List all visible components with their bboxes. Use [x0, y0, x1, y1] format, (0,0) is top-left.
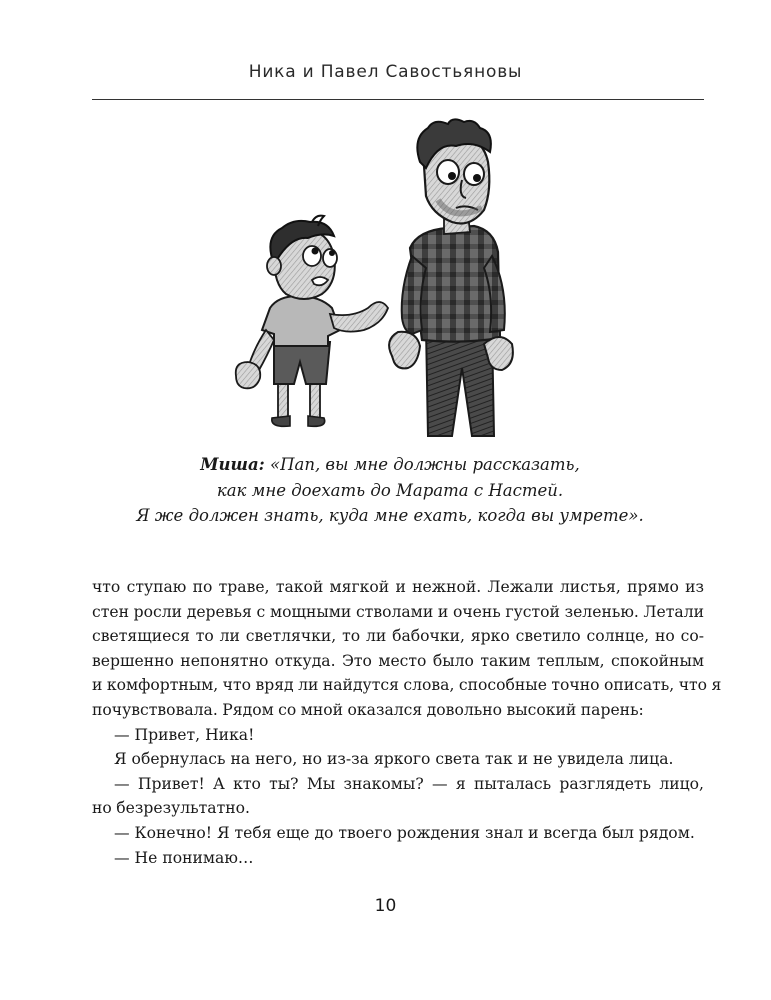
caption-line-1-text: «Пап, вы мне должны рассказать,	[264, 455, 580, 474]
father-figure	[389, 119, 513, 436]
caption-line-3: Я же должен знать, куда мне ехать, когда вы умрете».	[136, 506, 644, 525]
running-head-author: Ника и Павел Савостьяновы	[248, 62, 523, 82]
dialogue-line: — Не понимаю…	[114, 848, 254, 867]
body-line: стен росли деревья с мощными стволами и очень густой зеленью. Летали	[92, 602, 704, 621]
body-line: и комфортным, что вряд ли найдутся слова, способные точно описать, что я	[92, 676, 722, 695]
body-text	[92, 575, 722, 870]
body-line: что ступаю по траве, такой мягкой и нежной. Лежали листья, прямо из	[92, 578, 704, 596]
illustration-caption	[80, 452, 700, 529]
boy-and-father-sketch-illustration	[212, 118, 552, 448]
body-paragraph: Я обернулась на него, но из-за яркого света так и не увидела лица.	[114, 750, 674, 769]
body-line: вершенно непонятно откуда. Это место было таким теплым, спокойным	[92, 651, 704, 670]
body-line: почувствовала. Рядом со мной оказался довольно высокий парень:	[92, 700, 644, 719]
header-divider	[92, 99, 704, 100]
body-line: светящиеся то ли светлячки, то ли бабочки, ярко светило солнце, но со-	[92, 627, 704, 646]
boy-figure	[236, 216, 388, 427]
dialogue-line: — Привет, Ника!	[114, 725, 255, 744]
dialogue-line: — Привет! А кто ты? Мы знакомы? — я пыталась разглядеть лицо,	[114, 774, 704, 793]
caption-speaker: Миша:	[200, 455, 265, 474]
dialogue-line-continuation: но безрезультатно.	[92, 799, 250, 818]
dialogue-line: — Конечно! Я тебя еще до твоего рождения знал и всегда был рядом.	[114, 823, 695, 842]
page-number: 10	[374, 896, 397, 916]
caption-line-2: как мне доехать до Марата с Настей.	[216, 480, 564, 500]
caption-line-1	[80, 452, 700, 478]
